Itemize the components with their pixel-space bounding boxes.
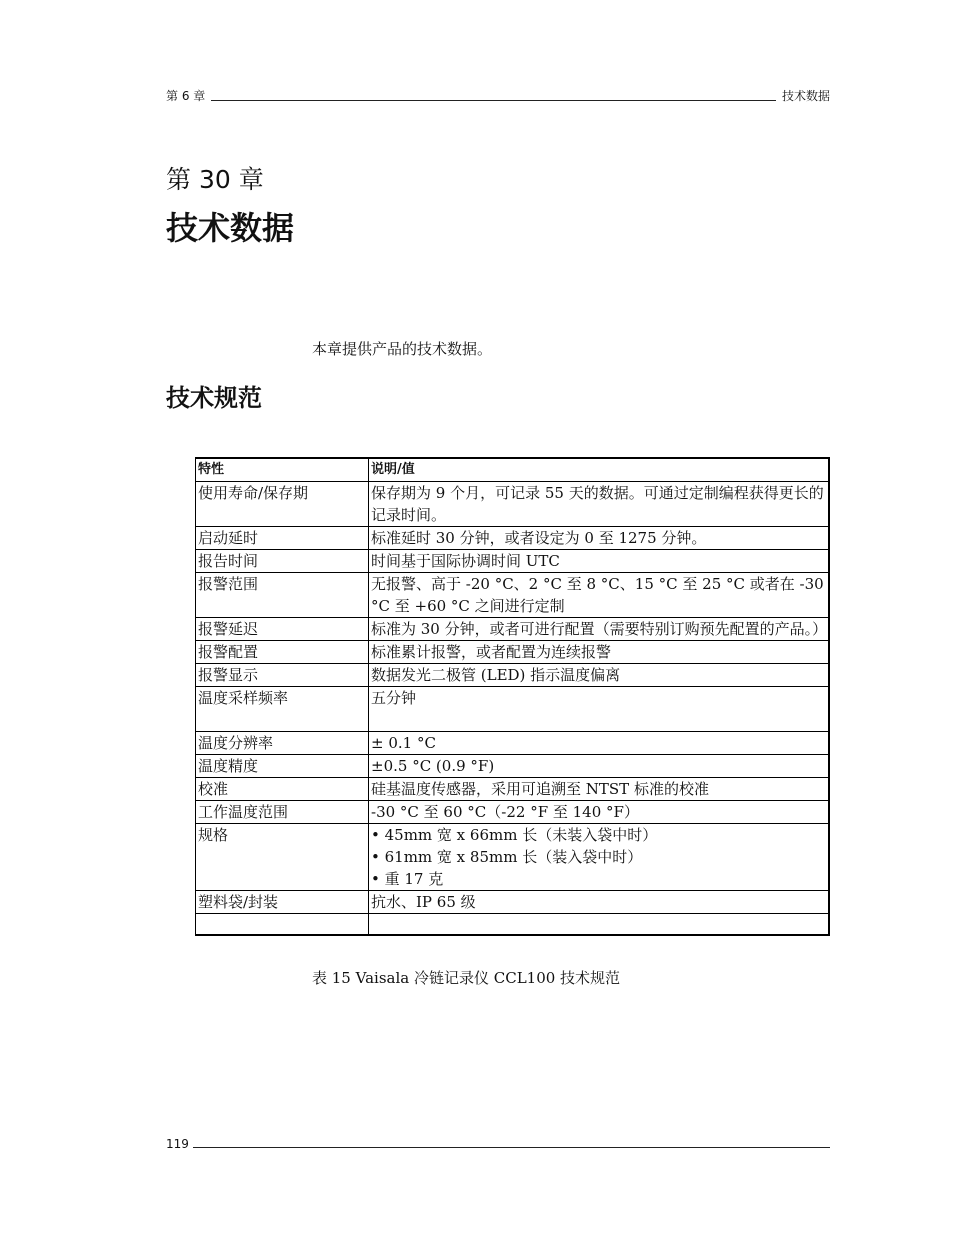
page-header (166, 84, 830, 104)
feature-cell: 报警显示 (196, 664, 369, 687)
table-row (196, 824, 830, 891)
table-row (196, 618, 830, 641)
page-footer (166, 1133, 830, 1151)
footer-rule (193, 1147, 830, 1148)
value-cell: 硅基温度传感器，采用可追溯至 NTST 标准的校准 (369, 778, 830, 801)
table-row (196, 550, 830, 573)
value-cell: ±0.5 °C (0.9 °F) (369, 755, 830, 778)
feature-cell: 报警延迟 (196, 618, 369, 641)
value-cell: 五分钟 (369, 687, 830, 732)
table-row (196, 891, 830, 914)
empty-cell (196, 914, 369, 936)
feature-cell: 温度精度 (196, 755, 369, 778)
page-number: 119 (166, 1137, 189, 1151)
section-title: 技术规范 (166, 384, 262, 412)
spec-table (195, 457, 830, 936)
feature-cell: 温度采样频率 (196, 687, 369, 732)
intro-text: 本章提供产品的技术数据。 (312, 340, 493, 358)
feature-cell: 校准 (196, 778, 369, 801)
feature-cell: 报告时间 (196, 550, 369, 573)
feature-cell: 规格 (196, 824, 369, 891)
table-row-empty (196, 914, 830, 936)
chapter-number: 第 30 章 (166, 165, 264, 194)
feature-cell: 报警范围 (196, 573, 369, 618)
value-cell: 无报警、高于 -20 °C、2 °C 至 8 °C、15 °C 至 25 °C 或者在 -30 °C 至 +60 °C 之间进行定制 (369, 573, 830, 618)
table-row (196, 482, 830, 527)
value-cell: 标准为 30 分钟，或者可进行配置（需要特别订购预先配置的产品。） (369, 618, 830, 641)
header-feature: 特性 (196, 458, 369, 482)
table-row (196, 755, 830, 778)
table-row (196, 801, 830, 824)
header-rule (211, 100, 776, 101)
table-header-row (196, 458, 830, 482)
chapter-title: 技术数据 (166, 209, 295, 247)
bullet-item: • 45mm 宽 x 66mm 长（未装入袋中时） (371, 826, 658, 844)
value-cell: 标准延时 30 分钟，或者设定为 0 至 1275 分钟。 (369, 527, 830, 550)
header-title: 技术数据 (781, 89, 830, 103)
value-cell: -30 °C 至 60 °C（-22 °F 至 140 °F） (369, 801, 830, 824)
value-cell: 保存期为 9 个月，可记录 55 天的数据。可通过定制编程获得更长的记录时间。 (369, 482, 830, 527)
value-cell: 标准累计报警，或者配置为连续报警 (369, 641, 830, 664)
feature-cell: 使用寿命/保存期 (196, 482, 369, 527)
value-cell (369, 824, 830, 891)
header-chapter: 第 6 章 (166, 89, 206, 103)
feature-cell: 报警配置 (196, 641, 369, 664)
table-row (196, 732, 830, 755)
table-row (196, 527, 830, 550)
feature-cell: 工作温度范围 (196, 801, 369, 824)
header-value: 说明/值 (369, 458, 830, 482)
table-row (196, 664, 830, 687)
feature-cell: 温度分辨率 (196, 732, 369, 755)
feature-cell: 塑料袋/封装 (196, 891, 369, 914)
value-cell: 抗水、IP 65 级 (369, 891, 830, 914)
bullet-item: • 重 17 克 (371, 870, 444, 888)
table-caption: 表 15 Vaisala 冷链记录仪 CCL100 技术规范 (312, 969, 621, 987)
feature-cell: 启动延时 (196, 527, 369, 550)
bullet-item: • 61mm 宽 x 85mm 长（装入袋中时） (371, 848, 643, 866)
value-cell: 时间基于国际协调时间 UTC (369, 550, 830, 573)
value-cell: ± 0.1 °C (369, 732, 830, 755)
table-row (196, 573, 830, 618)
value-cell: 数据发光二极管 (LED) 指示温度偏离 (369, 664, 830, 687)
empty-cell (369, 914, 830, 936)
table-row (196, 641, 830, 664)
table-row (196, 778, 830, 801)
table-row (196, 687, 830, 732)
